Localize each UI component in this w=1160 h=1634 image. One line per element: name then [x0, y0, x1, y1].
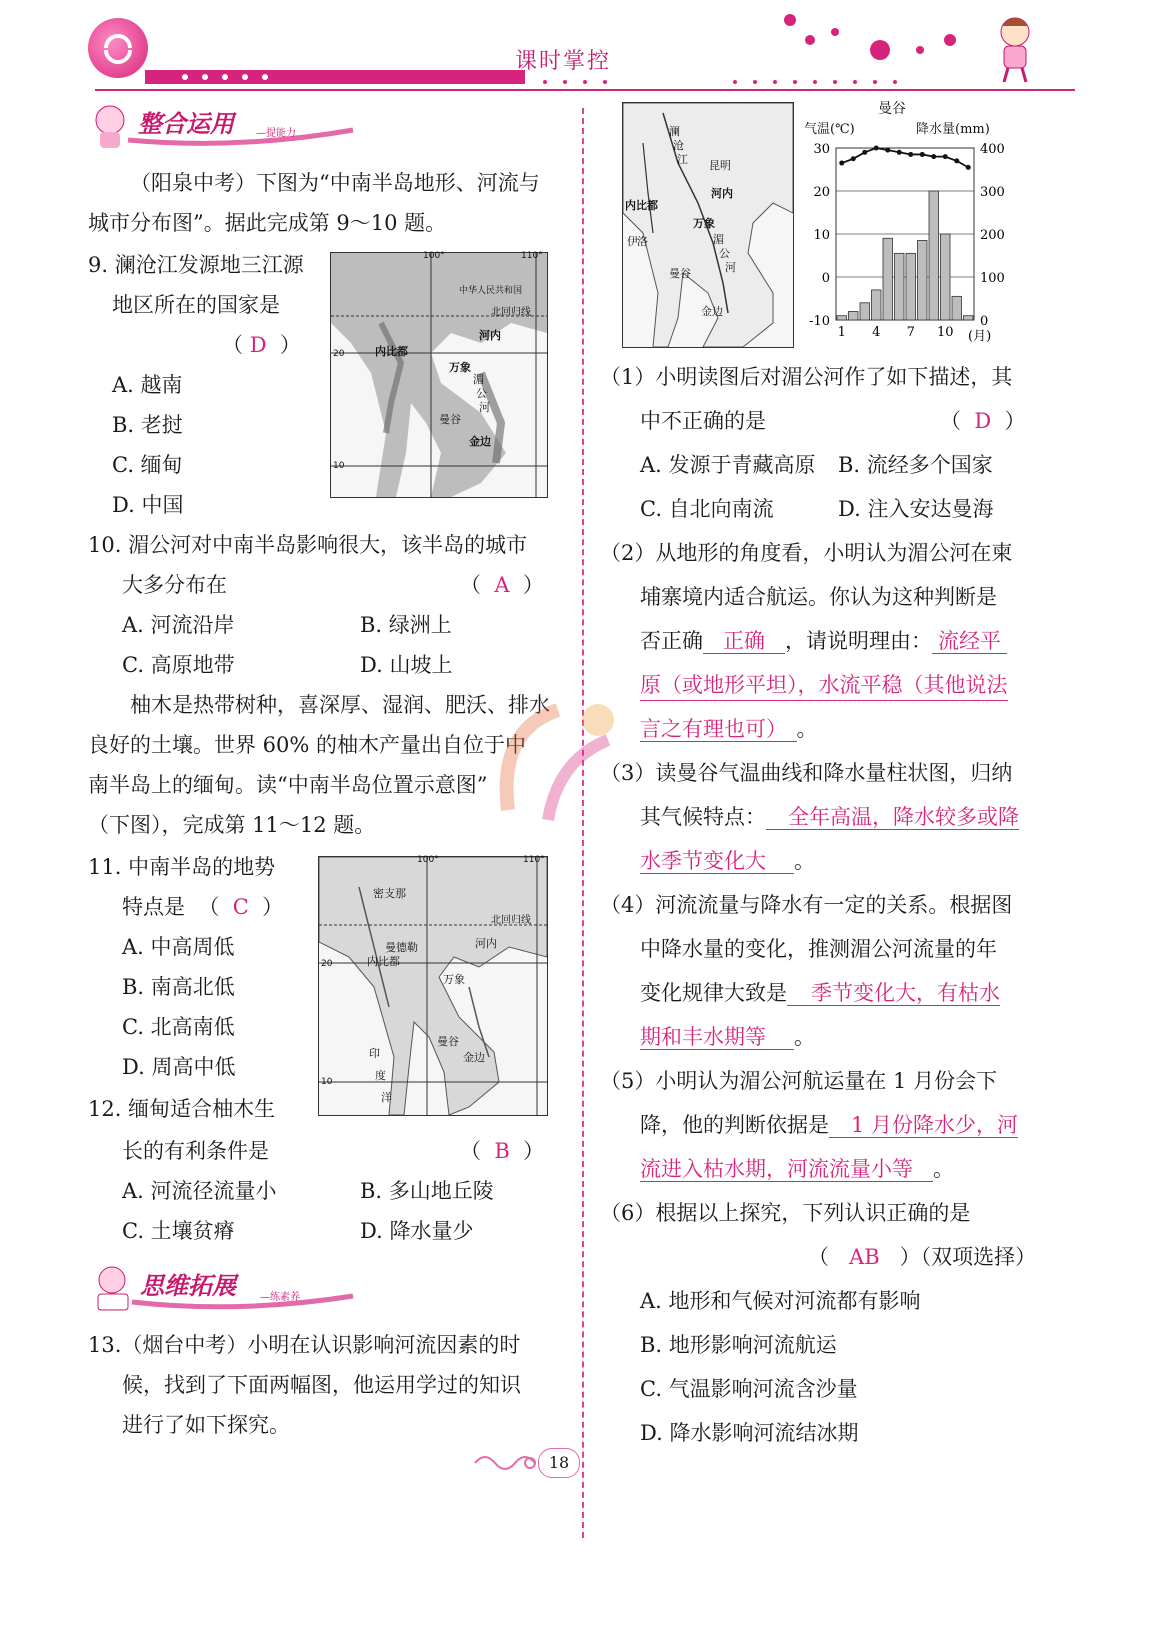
precipitation-bar	[849, 311, 859, 320]
s4-answer-2: 期和丰水期等	[640, 1025, 794, 1050]
temperature-point	[851, 156, 856, 161]
intro1-line1: （阳泉中考）下图为“中南半岛地形、河流与	[130, 171, 540, 195]
prec-tick-label: 0	[980, 314, 989, 329]
prec-tick-label: 100	[980, 271, 1005, 286]
s5-line3: 流进入枯水期，河流流量小等 。	[640, 1157, 954, 1181]
intro2-line2: 良好的土壤。世界 60% 的柚木产量出自位于中	[88, 733, 527, 757]
temperature-point	[885, 148, 890, 153]
dots-decoration-icon	[780, 10, 1020, 70]
prec-tick-label: 200	[980, 228, 1005, 243]
map1-country-label: 中华人民共和国	[459, 286, 523, 296]
s2-line1: （2）从地形的角度看，小明认为湄公河在柬	[600, 541, 1013, 565]
s1-answer: D	[974, 409, 992, 433]
s6-option-a: A. 地形和气候对河流都有影响	[640, 1289, 921, 1313]
footer-ornament-icon	[470, 1448, 540, 1478]
s5-line1: （5）小明认为湄公河航运量在 1 月份会下	[600, 1069, 998, 1093]
s2-answer-correct: 正确	[703, 629, 785, 654]
intro2-line3: 南半岛上的缅甸。读“中南半岛位置示意图”	[88, 773, 488, 797]
intro1-line2: 城市分布图”。据此完成第 9～10 题。	[88, 211, 447, 235]
map2-sea-char-1: 印	[369, 1047, 380, 1060]
temp-tick-label: 0	[821, 271, 830, 286]
q12-answer: B	[494, 1139, 510, 1163]
temperature-point	[862, 150, 867, 155]
intro2-line1: 柚木是热带树种，喜深厚、湿润、肥沃、排水	[130, 693, 550, 717]
map3-river-char-3: 江	[677, 153, 688, 166]
map2-city-phnompenh: 金边	[463, 1051, 485, 1064]
precipitation-bar	[837, 316, 847, 320]
map3-river-char-6: 河	[725, 261, 736, 274]
q10-answer: A	[494, 573, 510, 597]
s3-line1: （3）读曼谷气温曲线和降水量柱状图，归纳	[600, 761, 1013, 785]
map3-river-char-4: 湄	[713, 233, 724, 246]
temp-tick-label: 30	[813, 142, 830, 157]
q11-option-a: A. 中高周低	[122, 935, 235, 959]
map3-city-kunming: 昆明	[709, 159, 731, 172]
map3-river-char-5: 公	[719, 247, 730, 260]
map3-river-char-1: 澜	[669, 125, 680, 138]
s4-line2: 中降水量的变化，推测湄公河流量的年	[640, 937, 997, 961]
q10-stem-line2: 大多分布在	[122, 573, 227, 597]
map3-city-phnompenh: 金边	[701, 305, 723, 318]
map1-river-char-1: 湄	[473, 373, 484, 386]
month-tick-label: 7	[906, 325, 915, 340]
precipitation-bar	[906, 253, 916, 320]
section-banner-integrate	[88, 100, 358, 150]
s4-line1: （4）河流流量与降水有一定的关系。根据图	[600, 893, 1013, 917]
q11-option-d: D. 周高中低	[122, 1055, 236, 1079]
map2-city-bangkok: 曼谷	[437, 1035, 459, 1048]
map1-city-vientiane: 万象	[449, 361, 471, 374]
month-axis-label: (月)	[968, 329, 992, 344]
s6-answer: AB	[849, 1245, 880, 1269]
precipitation-bar	[860, 303, 870, 320]
prec-tick-label: 400	[980, 142, 1005, 157]
map3-river-char-8: 洛	[637, 235, 648, 248]
map1-city-hanoi: 河内	[479, 329, 501, 342]
map1-lon-110: 110°	[521, 251, 543, 261]
map2-city-naypyidaw: 内比都	[367, 955, 400, 968]
s4-line3: 变化规律大致是 季节变化大，有枯水	[640, 981, 1000, 1005]
temperature-point	[943, 154, 948, 159]
s6-option-d: D. 降水影响河流结冰期	[640, 1421, 859, 1445]
indochina-location-map	[318, 856, 548, 1116]
s5-line2: 降，他的判断依据是 1 月份降水少，河	[640, 1113, 1019, 1137]
q12-stem-line1: 12. 缅甸适合柚木生	[88, 1097, 276, 1121]
temperature-point	[897, 150, 902, 155]
q10-stem-line1: 10. 湄公河对中南半岛影响很大，该半岛的城市	[88, 533, 528, 557]
q13-line3: 进行了如下探究。	[122, 1413, 290, 1437]
temperature-point	[931, 154, 936, 159]
q9-answer: D	[249, 333, 267, 357]
q12-stem-line2: 长的有利条件是	[122, 1139, 269, 1163]
map2-lon-110: 110°	[523, 855, 545, 865]
s1-option-c: C. 自北向南流	[640, 497, 774, 521]
s2-answer-reason-3: 言之有理也可）	[640, 717, 797, 742]
s1-option-b: B. 流经多个国家	[838, 453, 993, 477]
map2-sea-char-2: 度	[375, 1069, 386, 1082]
section-title-integrate: 整合运用	[138, 110, 234, 138]
s1-option-d: D. 注入安达曼海	[838, 497, 994, 521]
temperature-point	[954, 158, 959, 163]
q10-option-c: C. 高原地带	[122, 653, 235, 677]
s5-answer-1: 1 月份降水少，河	[829, 1113, 1018, 1138]
map2-lon-100: 100°	[417, 855, 439, 865]
s2-answer-reason-1: 流经平	[932, 629, 1007, 654]
map2-city-myitkyina: 密支那	[373, 887, 406, 900]
precipitation-bar	[952, 296, 962, 320]
q9-option-a: A. 越南	[112, 373, 183, 397]
map1-city-phnompenh: 金边	[469, 435, 491, 448]
precipitation-bar	[895, 253, 905, 320]
precipitation-bar	[929, 191, 939, 320]
q13-line2: 候，找到了下面两幅图，他运用学过的知识	[122, 1373, 521, 1397]
q13-line1: 13.（烟台中考）小明在认识影响河流因素的时	[88, 1333, 521, 1357]
q10-option-a: A. 河流沿岸	[122, 613, 235, 637]
s6-line1: （6）根据以上探究，下列认识正确的是	[600, 1201, 971, 1225]
s5-answer-2: 流进入枯水期，河流流量小等	[640, 1157, 933, 1182]
map1-lat-20: 20	[333, 349, 345, 359]
temp-tick-label: -10	[809, 314, 830, 329]
map1-river-char-2: 公	[476, 387, 487, 400]
prec-tick-label: 300	[980, 185, 1005, 200]
section-subtitle-thinking: —练素养	[260, 1292, 300, 1303]
indochina-terrain-map	[330, 252, 548, 498]
map2-city-hanoi: 河内	[475, 937, 497, 950]
map2-lat-10: 10	[321, 1077, 333, 1087]
q12-option-b: B. 多山地丘陵	[360, 1179, 494, 1203]
temp-tick-label: 10	[813, 228, 830, 243]
s4-answer-1: 季节变化大，有枯水	[787, 981, 1000, 1006]
chart-title: 曼谷	[878, 101, 906, 117]
section-banner-thinking	[88, 1262, 358, 1314]
q12-option-c: C. 土壤贫瘠	[122, 1219, 235, 1243]
map1-river-char-3: 河	[479, 401, 490, 414]
s2-line5: 言之有理也可） 。	[640, 717, 818, 741]
header-decor-dots	[780, 10, 1020, 70]
map3-city-naypyidaw: 内比都	[625, 199, 658, 212]
map1-tropic-label: 北回归线	[491, 307, 531, 318]
s2-line2: 埔寨境内适合航运。你认为这种判断是	[640, 585, 997, 609]
precipitation-bar	[941, 234, 951, 320]
q12-option-d: D. 降水量少	[360, 1219, 474, 1243]
map2-sea-char-3: 洋	[381, 1091, 392, 1104]
map1-city-naypyidaw: 内比都	[375, 345, 408, 358]
temperature-point	[920, 152, 925, 157]
month-tick-label: 1	[837, 325, 846, 340]
s6-option-b: B. 地形影响河流航运	[640, 1333, 837, 1357]
precipitation-bar	[872, 290, 882, 320]
q11-option-c: C. 北高南低	[122, 1015, 235, 1039]
q9-stem-line1: 9. 澜沧江发源地三江源	[88, 253, 304, 277]
q9-answer-bracket: （ D ）	[222, 333, 301, 357]
map2-city-mandalay: 曼德勒	[385, 941, 418, 954]
mekong-basin-map	[622, 102, 794, 348]
map1-city-bangkok: 曼谷	[439, 413, 461, 426]
s4-line4: 期和丰水期等 。	[640, 1025, 815, 1049]
q11-answer: C	[232, 895, 249, 919]
temperature-point	[908, 152, 913, 157]
temperature-point	[839, 161, 844, 166]
q10-option-b: B. 绿洲上	[360, 613, 452, 637]
map3-city-hanoi: 河内	[711, 187, 733, 200]
map2-city-vientiane: 万象	[443, 973, 465, 986]
s3-answer-2: 水季节变化大	[640, 849, 794, 874]
s6-option-c: C. 气温影响河流含沙量	[640, 1377, 858, 1401]
s3-line2: 其气候特点： 全年高温，降水较多或降	[640, 805, 1019, 829]
q11-stem-line2: 特点是 （ C ）	[122, 895, 284, 919]
s3-answer-1: 全年高温，降水较多或降	[766, 805, 1019, 830]
s6-answer-bracket: （ AB ）（双项选择）	[808, 1245, 1037, 1269]
bangkok-climate-chart	[800, 98, 1030, 350]
q10-answer-bracket: （ A ）	[460, 573, 544, 597]
map3-city-vientiane: 万象	[693, 217, 715, 230]
q10-option-d: D. 山坡上	[360, 653, 453, 677]
q9-option-c: C. 缅甸	[112, 453, 183, 477]
map2-tropic-label: 北回归线	[491, 915, 531, 926]
s1-answer-bracket: （ D ）	[940, 409, 1026, 433]
temperature-point	[874, 146, 879, 151]
s3-line3: 水季节变化大 。	[640, 849, 815, 873]
s2-line3: 否正确 正确 ，请说明理由： 流经平	[640, 626, 1007, 656]
section-subtitle-integrate: —提能力	[256, 128, 296, 139]
precipitation-bar	[918, 240, 928, 320]
q9-option-d: D. 中国	[112, 493, 184, 517]
s2-answer-reason-2: 原（或地形平坦），水流平稳（其他说法	[640, 670, 1008, 701]
header-title: 课时掌控	[515, 49, 612, 74]
climate-plot	[800, 98, 1030, 350]
precipitation-bar	[964, 316, 974, 320]
month-tick-label: 10	[936, 325, 954, 340]
section-title-thinking: 思维拓展	[140, 1272, 236, 1300]
map3-city-bangkok: 曼谷	[669, 267, 691, 280]
q11-stem-line1: 11. 中南半岛的地势	[88, 855, 276, 879]
cartoon-kid-icon	[990, 14, 1040, 84]
s1-stem-line1: （1）小明读图后对湄公河作了如下描述，其	[600, 365, 1013, 389]
s1-option-a: A. 发源于青藏高原	[640, 453, 816, 477]
q11-option-b: B. 南高北低	[122, 975, 235, 999]
month-tick-label: 4	[872, 325, 881, 340]
q12-option-a: A. 河流径流量小	[122, 1179, 277, 1203]
temp-tick-label: 20	[813, 185, 830, 200]
map3-river-char-2: 沧	[673, 139, 684, 152]
precipitation-bar	[883, 238, 893, 320]
q9-option-b: B. 老挝	[112, 413, 183, 437]
chart-prec-axis-label: 降水量(mm)	[916, 122, 990, 137]
chart-temp-axis-label: 气温(℃)	[804, 122, 855, 137]
intro2-line4: （下图），完成第 11～12 题。	[88, 813, 376, 837]
page-number: 18	[538, 1448, 580, 1478]
map1-lat-10: 10	[333, 461, 345, 471]
q9-stem-line2: 地区所在的国家是	[112, 293, 280, 317]
temperature-line	[842, 148, 969, 167]
map1-lon-100: 100°	[423, 251, 445, 261]
map3-river-char-7: 伊	[627, 235, 638, 248]
temperature-point	[966, 165, 971, 170]
map2-lat-20: 20	[321, 959, 333, 969]
q12-answer-bracket: （ B ）	[460, 1139, 545, 1163]
s1-stem-line2: 中不正确的是	[640, 409, 766, 433]
